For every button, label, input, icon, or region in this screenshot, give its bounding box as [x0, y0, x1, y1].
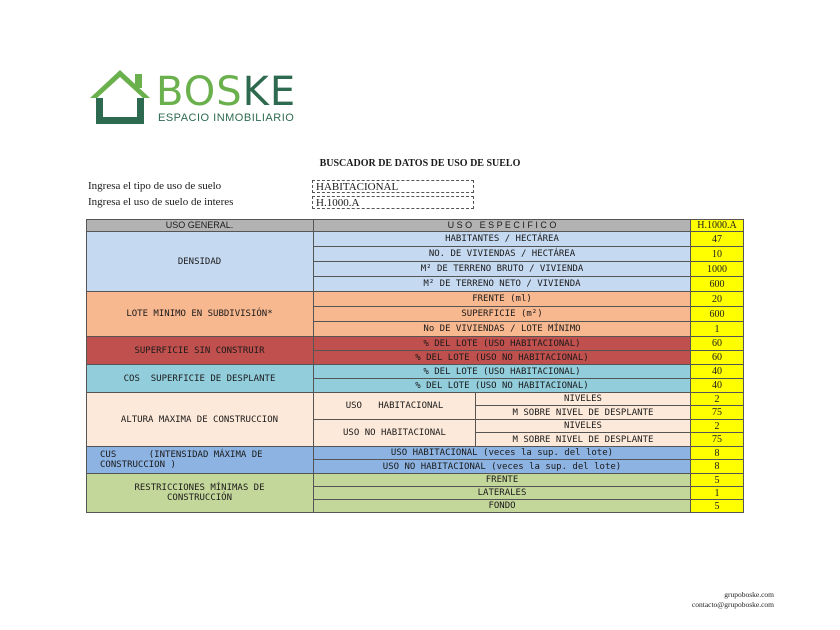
- cos-label: COS SUPERFICIE DE DESPLANTE: [86, 365, 314, 393]
- densidad-value-1: 47: [691, 232, 744, 247]
- densidad-label: DENSIDAD: [86, 232, 314, 292]
- lote-spec-1: FRENTE (ml): [314, 292, 691, 307]
- sin-construir-spec-1: % DEL LOTE (USO HABITACIONAL): [314, 337, 691, 351]
- cus-value-2: 8: [691, 460, 744, 474]
- page-title: BUSCADOR DE DATOS DE USO DE SUELO: [319, 158, 521, 169]
- land-type-field[interactable]: HABITACIONAL: [312, 180, 474, 193]
- cus-spec-2: USO NO HABITACIONAL (veces la sup. del lote): [314, 460, 691, 474]
- altura-hab-spec-2: M SOBRE NIVEL DE DESPLANTE: [476, 406, 691, 420]
- densidad-spec-2: NO. DE VIVIENDAS / HECTÁREA: [314, 247, 691, 262]
- restricciones-spec-3: FONDO: [314, 500, 691, 513]
- header-general: USO GENERAL.: [86, 219, 314, 232]
- lote-value-3: 1: [691, 322, 744, 337]
- altura-hab-value-2: 75: [691, 406, 744, 420]
- cus-label-line-2: CONSTRUCCION ): [100, 460, 176, 470]
- restricciones-label-line-1: RESTRICCIONES MÍNIMAS DE: [134, 483, 265, 493]
- densidad-value-3: 1000: [691, 262, 744, 277]
- lote-value-2: 600: [691, 307, 744, 322]
- restricciones-label-line-2: CONSTRUCCIÓN: [166, 493, 233, 503]
- footer-site[interactable]: grupoboske.com: [724, 590, 774, 599]
- cos-spec-1: % DEL LOTE (USO HABITACIONAL): [314, 365, 691, 379]
- land-use-label: Ingresa el uso de suelo de interes: [88, 196, 234, 208]
- sin-construir-spec-2: % DEL LOTE (USO NO HABITACIONAL): [314, 351, 691, 365]
- cos-value-1: 40: [691, 365, 744, 379]
- densidad-spec-4: M² DE TERRENO NETO / VIVIENDA: [314, 277, 691, 292]
- restricciones-value-2: 1: [691, 487, 744, 500]
- lote-spec-2: SUPERFICIE (m²): [314, 307, 691, 322]
- densidad-spec-3: M² DE TERRENO BRUTO / VIVIENDA: [314, 262, 691, 277]
- cos-value-2: 40: [691, 379, 744, 393]
- header-specific: U S O E S P E C I F I C O: [314, 219, 691, 232]
- cus-label: [86, 447, 314, 474]
- lote-value-1: 20: [691, 292, 744, 307]
- restricciones-label: [86, 474, 314, 513]
- densidad-value-2: 10: [691, 247, 744, 262]
- densidad-value-4: 600: [691, 277, 744, 292]
- sin-construir-label: SUPERFICIE SIN CONSTRUIR: [86, 337, 314, 365]
- altura-nohab-spec-1: NIVELES: [476, 420, 691, 433]
- logo-subtitle: ESPACIO INMOBILIARIO: [158, 112, 295, 124]
- cus-spec-1: USO HABITACIONAL (veces la sup. del lote): [314, 447, 691, 460]
- altura-group-hab: USO HABITACIONAL: [314, 393, 476, 420]
- header-code: H.1000.A: [691, 219, 744, 232]
- cus-value-1: 8: [691, 447, 744, 460]
- altura-hab-value-1: 2: [691, 393, 744, 406]
- altura-nohab-spec-2: M SOBRE NIVEL DE DESPLANTE: [476, 433, 691, 447]
- sin-construir-value-1: 60: [691, 337, 744, 351]
- cus-label-line-1: CUS (INTENSIDAD MÁXIMA DE: [100, 450, 263, 460]
- cos-spec-2: % DEL LOTE (USO NO HABITACIONAL): [314, 379, 691, 393]
- altura-hab-spec-1: NIVELES: [476, 393, 691, 406]
- restricciones-spec-1: FRENTE: [314, 474, 691, 487]
- altura-group-nohab: USO NO HABITACIONAL: [314, 420, 476, 447]
- altura-nohab-value-1: 2: [691, 420, 744, 433]
- house-icon: [88, 68, 152, 126]
- land-use-field[interactable]: H.1000.A: [312, 196, 474, 209]
- sin-construir-value-2: 60: [691, 351, 744, 365]
- restricciones-value-3: 5: [691, 500, 744, 513]
- restricciones-spec-2: LATERALES: [314, 487, 691, 500]
- altura-label: ALTURA MAXIMA DE CONSTRUCCION: [86, 393, 314, 447]
- restricciones-value-1: 5: [691, 474, 744, 487]
- footer-email[interactable]: contacto@grupoboske.com: [691, 600, 774, 609]
- altura-nohab-value-2: 75: [691, 433, 744, 447]
- boske-logo: [88, 68, 328, 128]
- densidad-spec-1: HABITANTES / HECTÁREA: [314, 232, 691, 247]
- lote-label: LOTE MINIMO EN SUBDIVISIÓN*: [86, 292, 314, 337]
- land-type-label: Ingresa el tipo de uso de suelo: [88, 180, 222, 192]
- lote-spec-3: No DE VIVIENDAS / LOTE MÍNIMO: [314, 322, 691, 337]
- logo-wordmark: BOSKE: [156, 69, 297, 115]
